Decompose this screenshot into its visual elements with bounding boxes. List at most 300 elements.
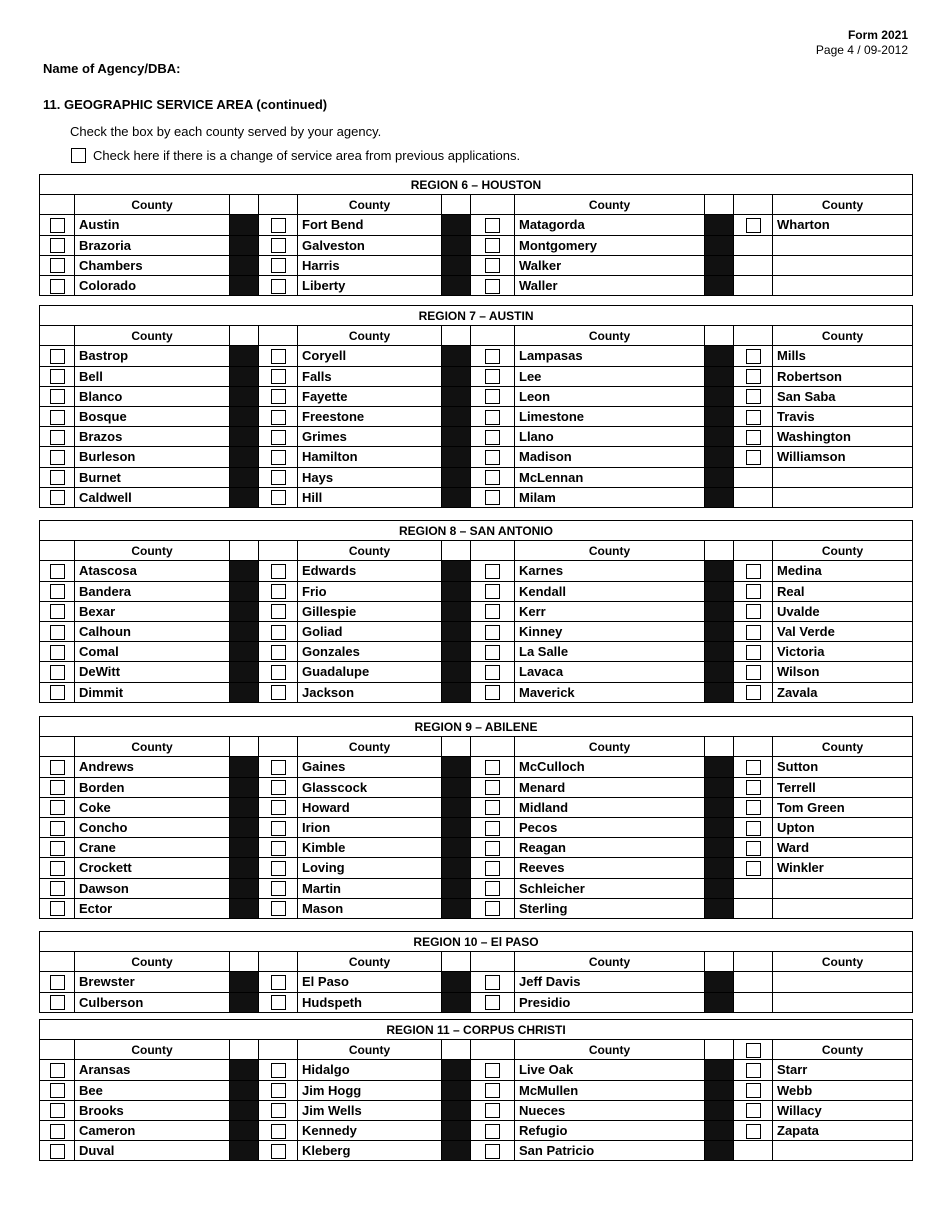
county-checkbox-cell	[40, 255, 75, 275]
county-checkbox-cell	[40, 386, 75, 406]
county-checkbox[interactable]	[50, 604, 65, 619]
county-name: Duval	[75, 1141, 230, 1161]
county-checkbox[interactable]	[485, 279, 500, 294]
shaded-separator	[705, 878, 734, 898]
county-checkbox-cell	[471, 366, 515, 386]
county-checkbox[interactable]	[746, 1124, 761, 1139]
county-checkbox[interactable]	[746, 685, 761, 700]
county-checkbox[interactable]	[271, 760, 286, 775]
county-checkbox[interactable]	[50, 665, 65, 680]
county-checkbox-cell	[471, 662, 515, 682]
county-checkbox-cell	[40, 878, 75, 898]
shaded-separator	[705, 601, 734, 621]
county-checkbox-cell	[259, 992, 298, 1012]
county-checkbox-cell	[40, 366, 75, 386]
county-checkbox[interactable]	[746, 564, 761, 579]
header-spacer	[705, 195, 734, 215]
county-checkbox[interactable]	[271, 279, 286, 294]
shaded-separator	[705, 386, 734, 406]
county-checkbox-cell	[40, 406, 75, 426]
shaded-separator	[442, 447, 471, 467]
empty-county-cell	[773, 487, 913, 507]
county-checkbox[interactable]	[485, 218, 500, 233]
county-checkbox-cell	[40, 797, 75, 817]
county-checkbox[interactable]	[485, 645, 500, 660]
shaded-separator	[442, 838, 471, 858]
shaded-separator	[230, 1120, 259, 1140]
county-checkbox[interactable]	[485, 1144, 500, 1159]
shaded-separator	[230, 366, 259, 386]
county-checkbox[interactable]	[271, 238, 286, 253]
county-checkbox-cell	[259, 838, 298, 858]
county-checkbox[interactable]	[50, 430, 65, 445]
county-checkbox[interactable]	[271, 584, 286, 599]
county-checkbox[interactable]	[746, 1083, 761, 1098]
county-checkbox-cell	[40, 346, 75, 366]
county-checkbox-cell	[471, 581, 515, 601]
county-checkbox-cell	[259, 642, 298, 662]
county-checkbox[interactable]	[746, 760, 761, 775]
county-checkbox-cell	[40, 898, 75, 918]
county-checkbox[interactable]	[485, 975, 500, 990]
county-checkbox[interactable]	[50, 1103, 65, 1118]
county-checkbox-cell	[40, 1060, 75, 1080]
agency-name-label: Name of Agency/DBA:	[43, 61, 181, 76]
county-row	[40, 972, 913, 992]
county-name: Menard	[515, 777, 705, 797]
county-checkbox[interactable]	[485, 685, 500, 700]
county-checkbox[interactable]	[50, 901, 65, 916]
county-checkbox[interactable]	[271, 1103, 286, 1118]
county-row	[40, 682, 913, 702]
county-checkbox[interactable]	[485, 665, 500, 680]
shaded-separator	[230, 972, 259, 992]
county-checkbox[interactable]	[485, 369, 500, 384]
county-name: La Salle	[515, 642, 705, 662]
county-name: McLennan	[515, 467, 705, 487]
county-checkbox[interactable]	[271, 1144, 286, 1159]
county-checkbox-cell	[40, 561, 75, 581]
county-name: Terrell	[773, 777, 913, 797]
county-checkbox[interactable]	[50, 369, 65, 384]
county-column-header: County	[515, 195, 705, 215]
county-checkbox-cell	[259, 447, 298, 467]
county-checkbox[interactable]	[746, 841, 761, 856]
county-name: Brooks	[75, 1100, 230, 1120]
county-checkbox[interactable]	[485, 995, 500, 1010]
county-checkbox[interactable]	[746, 665, 761, 680]
county-checkbox[interactable]	[271, 369, 286, 384]
county-checkbox[interactable]	[746, 861, 761, 876]
county-checkbox[interactable]	[50, 841, 65, 856]
county-checkbox[interactable]	[485, 1124, 500, 1139]
county-checkbox-cell	[259, 817, 298, 837]
county-checkbox[interactable]	[746, 800, 761, 815]
county-checkbox[interactable]	[746, 389, 761, 404]
county-checkbox[interactable]	[746, 349, 761, 364]
county-checkbox[interactable]	[271, 564, 286, 579]
county-checkbox[interactable]	[50, 800, 65, 815]
county-row	[40, 487, 913, 507]
county-name: Matagorda	[515, 215, 705, 235]
shaded-separator	[230, 992, 259, 1012]
shaded-separator	[230, 235, 259, 255]
county-checkbox[interactable]	[485, 470, 500, 485]
county-checkbox[interactable]	[746, 410, 761, 425]
county-checkbox[interactable]	[485, 490, 500, 505]
county-checkbox[interactable]	[50, 685, 65, 700]
header-spacer	[230, 952, 259, 972]
county-checkbox[interactable]	[271, 645, 286, 660]
county-name: Bandera	[75, 581, 230, 601]
form-number-block	[816, 28, 908, 58]
county-checkbox[interactable]	[746, 625, 761, 640]
county-checkbox[interactable]	[746, 1063, 761, 1078]
county-checkbox[interactable]	[50, 258, 65, 273]
county-checkbox-cell	[259, 386, 298, 406]
county-checkbox[interactable]	[485, 564, 500, 579]
county-checkbox[interactable]	[485, 625, 500, 640]
county-checkbox[interactable]	[271, 490, 286, 505]
county-name: Cameron	[75, 1120, 230, 1140]
county-row	[40, 777, 913, 797]
county-checkbox-cell	[734, 797, 773, 817]
shaded-separator	[442, 215, 471, 235]
county-checkbox-cell	[471, 777, 515, 797]
county-checkbox-cell	[734, 642, 773, 662]
shaded-separator	[230, 487, 259, 507]
county-checkbox-cell	[734, 581, 773, 601]
county-checkbox[interactable]	[50, 1144, 65, 1159]
county-checkbox-cell	[259, 487, 298, 507]
shaded-separator	[705, 858, 734, 878]
header-spacer	[442, 952, 471, 972]
county-checkbox-cell	[734, 621, 773, 641]
county-row	[40, 581, 913, 601]
county-checkbox[interactable]	[50, 1063, 65, 1078]
county-checkbox-cell	[259, 601, 298, 621]
county-checkbox[interactable]	[271, 430, 286, 445]
county-checkbox-cell	[259, 427, 298, 447]
county-checkbox[interactable]	[485, 901, 500, 916]
county-name: Freestone	[298, 406, 442, 426]
county-column-header: County	[298, 952, 442, 972]
county-checkbox-cell	[40, 682, 75, 702]
county-checkbox[interactable]	[271, 995, 286, 1010]
county-name: Irion	[298, 817, 442, 837]
county-checkbox-cell	[40, 1080, 75, 1100]
county-name: Reagan	[515, 838, 705, 858]
county-checkbox[interactable]	[485, 821, 500, 836]
county-checkbox-cell	[40, 427, 75, 447]
county-checkbox[interactable]	[50, 975, 65, 990]
region-table	[39, 520, 913, 703]
county-name: Grimes	[298, 427, 442, 447]
shaded-separator	[705, 561, 734, 581]
county-checkbox[interactable]	[50, 279, 65, 294]
county-checkbox-cell	[471, 601, 515, 621]
empty-county-cell	[773, 898, 913, 918]
county-column-header: County	[515, 737, 705, 757]
empty-county-cell	[773, 275, 913, 295]
county-checkbox[interactable]	[50, 780, 65, 795]
shaded-separator	[705, 366, 734, 386]
shaded-separator	[442, 561, 471, 581]
county-checkbox-cell	[734, 601, 773, 621]
county-checkbox[interactable]	[271, 841, 286, 856]
county-checkbox[interactable]	[271, 470, 286, 485]
county-checkbox-cell	[734, 561, 773, 581]
county-checkbox[interactable]	[746, 1043, 761, 1058]
county-name: Gonzales	[298, 642, 442, 662]
shaded-separator	[230, 1141, 259, 1161]
county-checkbox[interactable]	[271, 450, 286, 465]
shaded-separator	[705, 1060, 734, 1080]
county-checkbox-cell	[471, 1141, 515, 1161]
county-row	[40, 427, 913, 447]
county-checkbox-cell	[259, 682, 298, 702]
county-name: Waller	[515, 275, 705, 295]
header-spacer	[230, 1040, 259, 1060]
county-checkbox[interactable]	[485, 1083, 500, 1098]
change-service-area-checkbox[interactable]	[71, 148, 86, 163]
county-row	[40, 662, 913, 682]
county-name: Fayette	[298, 386, 442, 406]
county-checkbox[interactable]	[485, 430, 500, 445]
county-checkbox[interactable]	[485, 450, 500, 465]
county-checkbox[interactable]	[746, 369, 761, 384]
county-column-header: County	[773, 952, 913, 972]
county-checkbox[interactable]	[50, 490, 65, 505]
region-title: REGION 7 – AUSTIN	[40, 306, 913, 326]
county-checkbox[interactable]	[271, 1083, 286, 1098]
county-name: Wharton	[773, 215, 913, 235]
county-checkbox[interactable]	[50, 349, 65, 364]
checkbox-header	[471, 1040, 515, 1060]
county-checkbox[interactable]	[50, 625, 65, 640]
county-name: Sutton	[773, 757, 913, 777]
county-name: Ector	[75, 898, 230, 918]
shaded-separator	[442, 427, 471, 447]
shaded-separator	[230, 561, 259, 581]
county-name: Presidio	[515, 992, 705, 1012]
checkbox-header	[259, 952, 298, 972]
county-name: Washington	[773, 427, 913, 447]
county-checkbox-cell	[734, 1100, 773, 1120]
county-name: Gaines	[298, 757, 442, 777]
county-row	[40, 255, 913, 275]
county-checkbox[interactable]	[50, 645, 65, 660]
county-checkbox[interactable]	[50, 218, 65, 233]
header-spacer	[705, 737, 734, 757]
county-column-header: County	[298, 1040, 442, 1060]
county-checkbox[interactable]	[50, 470, 65, 485]
county-checkbox[interactable]	[271, 258, 286, 273]
header-spacer	[230, 326, 259, 346]
county-checkbox-cell	[259, 621, 298, 641]
shaded-separator	[705, 275, 734, 295]
county-checkbox[interactable]	[271, 800, 286, 815]
county-checkbox[interactable]	[50, 861, 65, 876]
county-name: McCulloch	[515, 757, 705, 777]
county-checkbox[interactable]	[50, 410, 65, 425]
county-checkbox[interactable]	[485, 780, 500, 795]
county-checkbox[interactable]	[485, 410, 500, 425]
county-checkbox[interactable]	[50, 760, 65, 775]
county-checkbox[interactable]	[485, 881, 500, 896]
county-checkbox[interactable]	[271, 625, 286, 640]
checkbox-header	[40, 541, 75, 561]
county-checkbox-cell	[734, 427, 773, 447]
county-checkbox[interactable]	[485, 238, 500, 253]
county-column-header: County	[515, 1040, 705, 1060]
county-checkbox[interactable]	[50, 1124, 65, 1139]
county-checkbox-cell	[40, 838, 75, 858]
header-spacer	[442, 1040, 471, 1060]
county-checkbox[interactable]	[50, 564, 65, 579]
county-checkbox[interactable]	[746, 450, 761, 465]
county-checkbox[interactable]	[271, 881, 286, 896]
county-checkbox-cell	[471, 275, 515, 295]
county-checkbox-cell	[734, 777, 773, 797]
county-checkbox-cell	[40, 662, 75, 682]
county-checkbox[interactable]	[271, 685, 286, 700]
county-checkbox[interactable]	[271, 410, 286, 425]
shaded-separator	[442, 878, 471, 898]
county-checkbox[interactable]	[271, 975, 286, 990]
county-checkbox[interactable]	[485, 604, 500, 619]
county-checkbox-cell	[40, 467, 75, 487]
county-row	[40, 757, 913, 777]
county-checkbox[interactable]	[746, 1103, 761, 1118]
county-name: Burnet	[75, 467, 230, 487]
empty-checkbox-cell	[734, 275, 773, 295]
county-row	[40, 275, 913, 295]
county-name: Crockett	[75, 858, 230, 878]
county-checkbox[interactable]	[485, 1103, 500, 1118]
region-title: REGION 6 – HOUSTON	[40, 175, 913, 195]
county-checkbox[interactable]	[485, 1063, 500, 1078]
shaded-separator	[230, 621, 259, 641]
county-row	[40, 346, 913, 366]
county-checkbox[interactable]	[485, 349, 500, 364]
county-name: Lampasas	[515, 346, 705, 366]
county-checkbox[interactable]	[271, 780, 286, 795]
county-checkbox[interactable]	[746, 584, 761, 599]
county-name: Colorado	[75, 275, 230, 295]
county-row	[40, 601, 913, 621]
county-name: Winkler	[773, 858, 913, 878]
county-checkbox[interactable]	[271, 821, 286, 836]
shaded-separator	[705, 642, 734, 662]
region-title: REGION 8 – SAN ANTONIO	[40, 521, 913, 541]
county-checkbox[interactable]	[50, 821, 65, 836]
county-checkbox[interactable]	[485, 861, 500, 876]
county-checkbox[interactable]	[485, 389, 500, 404]
county-checkbox[interactable]	[746, 780, 761, 795]
county-checkbox[interactable]	[485, 800, 500, 815]
county-row	[40, 386, 913, 406]
county-checkbox[interactable]	[746, 430, 761, 445]
county-name: Uvalde	[773, 601, 913, 621]
county-checkbox[interactable]	[485, 760, 500, 775]
county-name: Kennedy	[298, 1120, 442, 1140]
county-checkbox[interactable]	[271, 218, 286, 233]
county-row	[40, 642, 913, 662]
county-checkbox[interactable]	[485, 258, 500, 273]
checkbox-header	[40, 1040, 75, 1060]
header-spacer	[442, 541, 471, 561]
county-checkbox[interactable]	[50, 1083, 65, 1098]
county-checkbox[interactable]	[271, 389, 286, 404]
county-checkbox[interactable]	[271, 901, 286, 916]
checkbox-header	[259, 195, 298, 215]
shaded-separator	[442, 346, 471, 366]
county-checkbox-cell	[471, 561, 515, 581]
county-column-header: County	[773, 541, 913, 561]
empty-county-cell	[773, 467, 913, 487]
shaded-separator	[442, 386, 471, 406]
county-checkbox[interactable]	[271, 665, 286, 680]
county-checkbox[interactable]	[50, 881, 65, 896]
county-checkbox[interactable]	[50, 995, 65, 1010]
shaded-separator	[442, 992, 471, 1012]
county-row	[40, 817, 913, 837]
county-checkbox[interactable]	[746, 604, 761, 619]
county-checkbox[interactable]	[271, 604, 286, 619]
form-number: Form 2021	[847, 28, 908, 42]
county-checkbox[interactable]	[271, 861, 286, 876]
empty-checkbox-cell	[734, 235, 773, 255]
county-row	[40, 406, 913, 426]
county-checkbox[interactable]	[271, 349, 286, 364]
county-column-header: County	[75, 952, 230, 972]
county-checkbox-cell	[259, 275, 298, 295]
county-checkbox[interactable]	[50, 584, 65, 599]
county-checkbox-cell	[734, 1120, 773, 1140]
county-checkbox[interactable]	[485, 584, 500, 599]
county-name: Karnes	[515, 561, 705, 581]
shaded-separator	[442, 467, 471, 487]
county-column-header: County	[75, 195, 230, 215]
shaded-separator	[705, 1100, 734, 1120]
empty-checkbox-cell	[734, 972, 773, 992]
shaded-separator	[230, 898, 259, 918]
county-checkbox-cell	[40, 777, 75, 797]
county-checkbox[interactable]	[50, 389, 65, 404]
shaded-separator	[442, 757, 471, 777]
county-row	[40, 1100, 913, 1120]
county-checkbox[interactable]	[271, 1063, 286, 1078]
shaded-separator	[442, 858, 471, 878]
county-name: Medina	[773, 561, 913, 581]
empty-checkbox-cell	[734, 878, 773, 898]
county-checkbox[interactable]	[746, 645, 761, 660]
county-checkbox-cell	[259, 1060, 298, 1080]
county-checkbox[interactable]	[746, 821, 761, 836]
county-name: Concho	[75, 817, 230, 837]
county-name: Lee	[515, 366, 705, 386]
county-checkbox[interactable]	[271, 1124, 286, 1139]
county-column-header: County	[515, 952, 705, 972]
county-checkbox[interactable]	[485, 841, 500, 856]
county-name: Milam	[515, 487, 705, 507]
county-checkbox-cell	[471, 1060, 515, 1080]
county-checkbox[interactable]	[50, 450, 65, 465]
county-checkbox[interactable]	[50, 238, 65, 253]
county-checkbox[interactable]	[746, 218, 761, 233]
county-checkbox-cell	[259, 255, 298, 275]
